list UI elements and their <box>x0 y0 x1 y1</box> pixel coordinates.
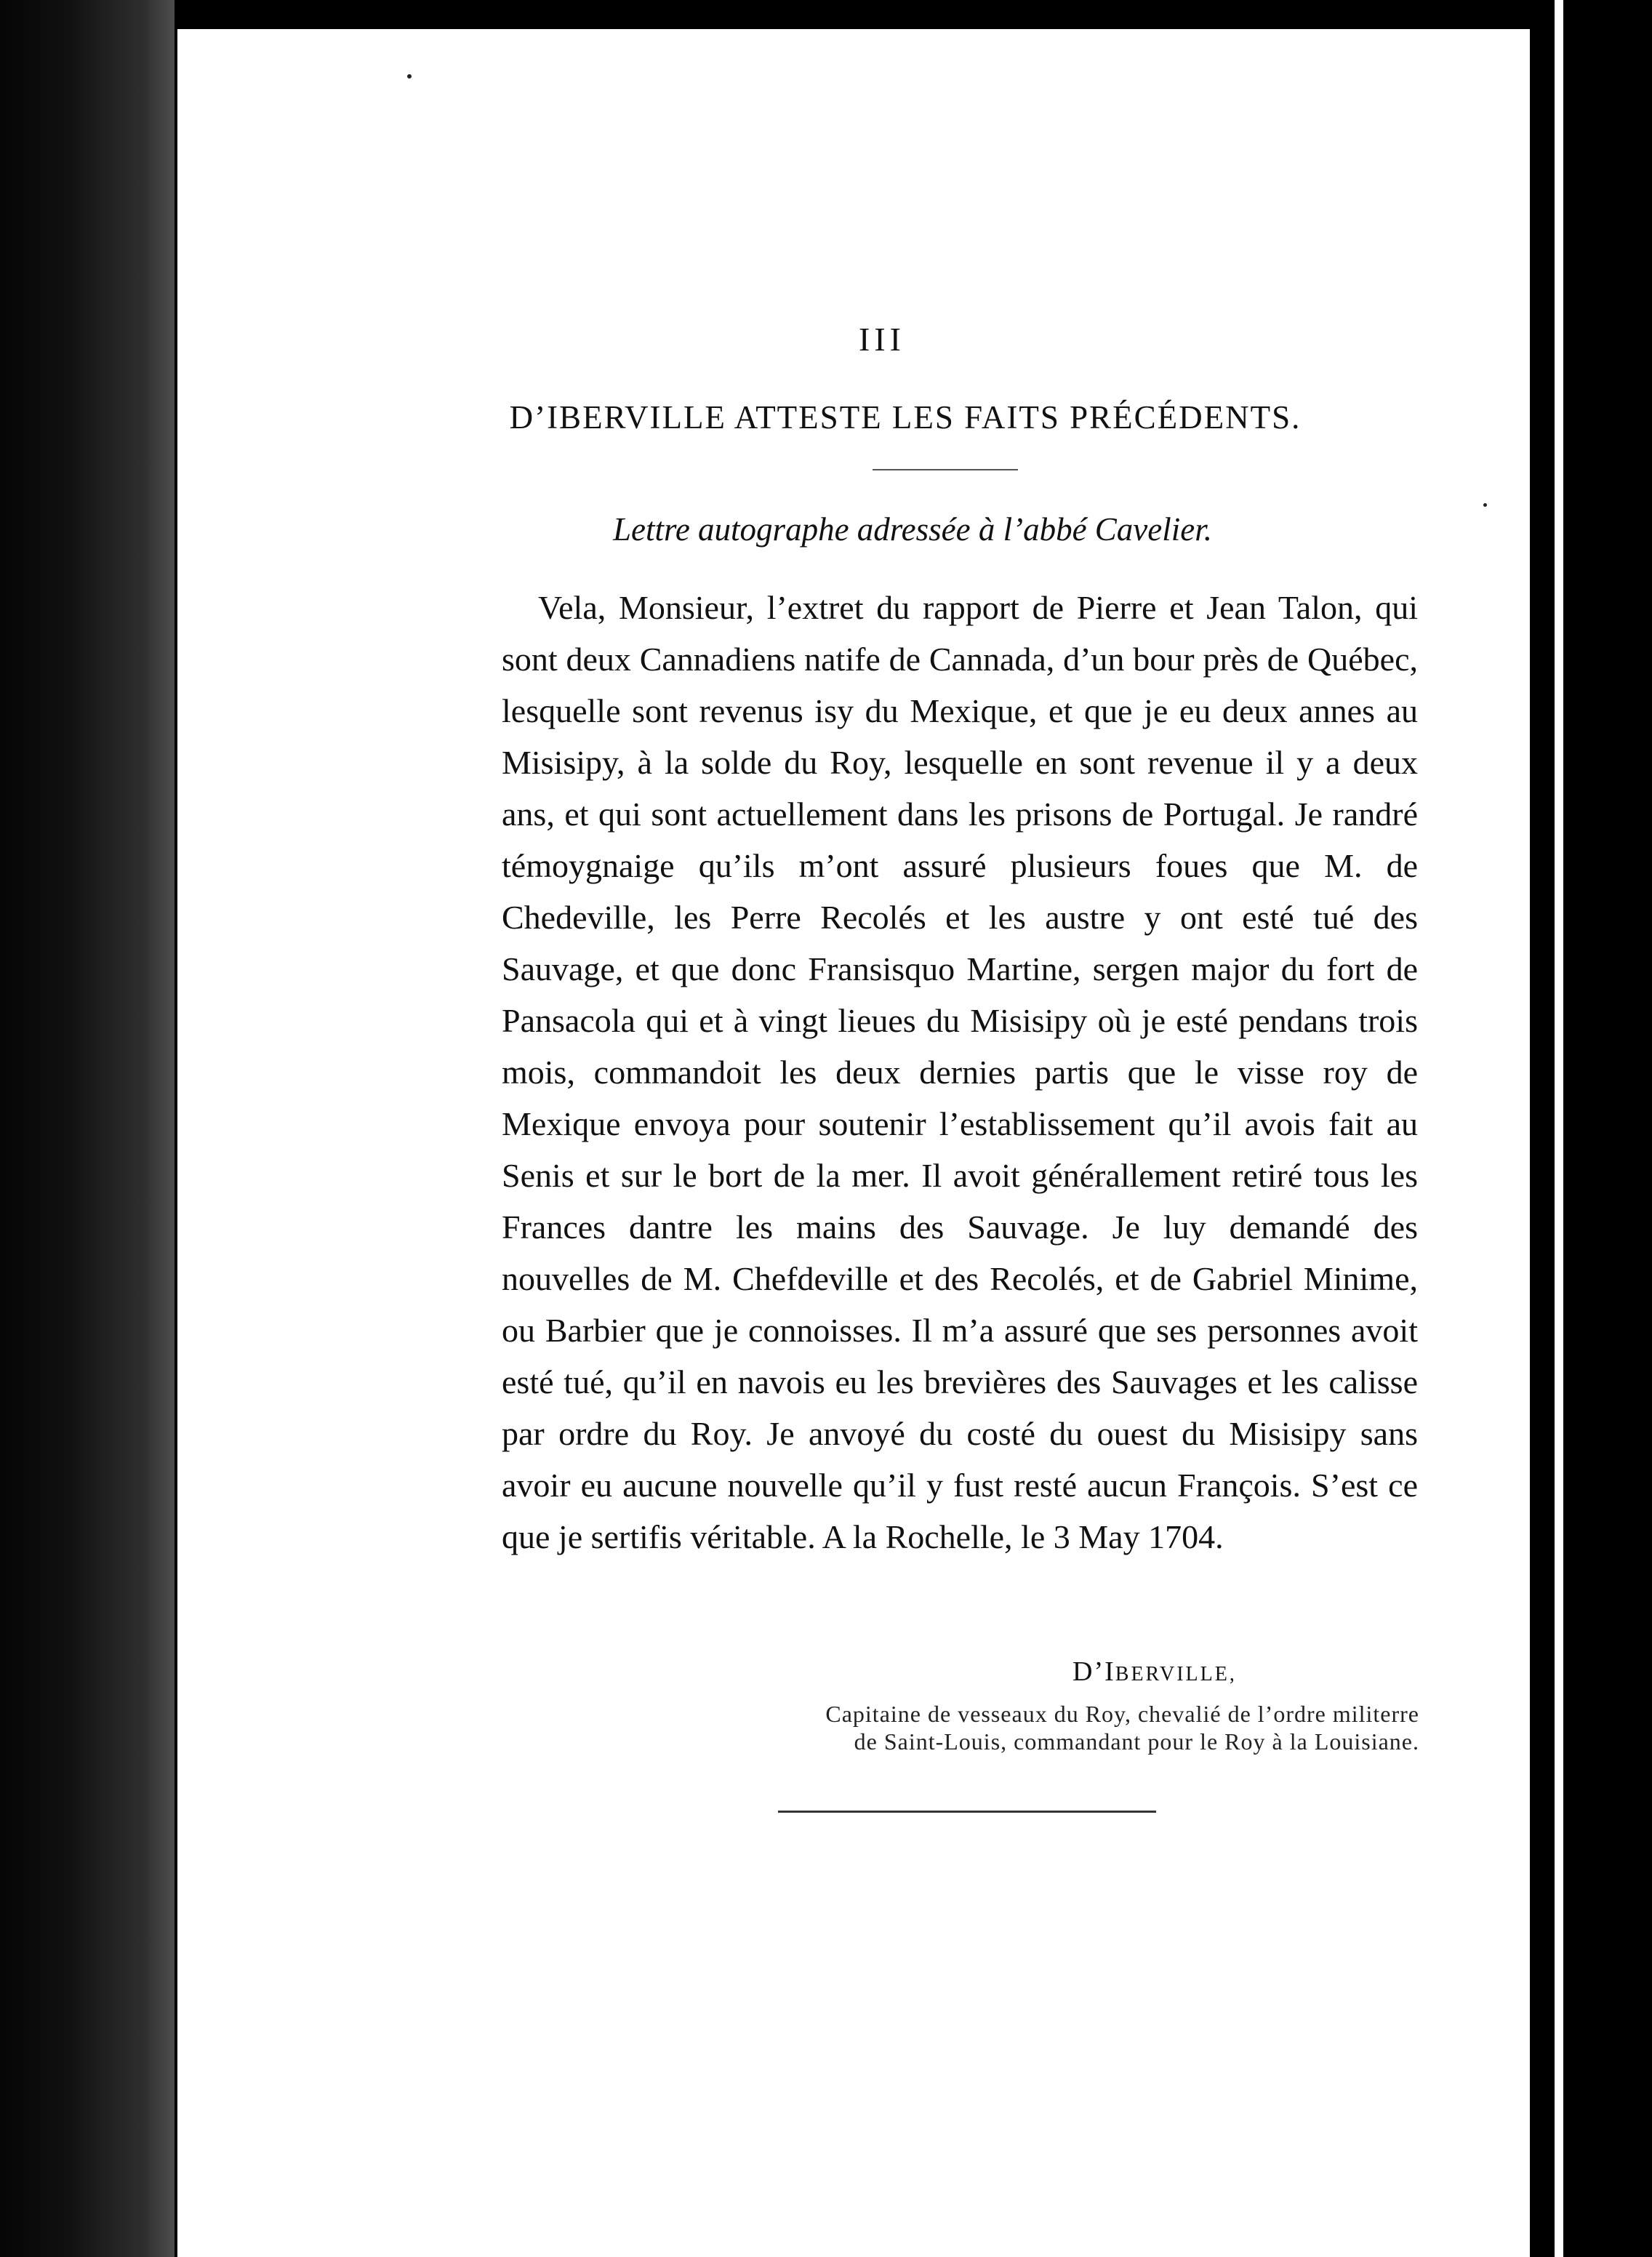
end-rule <box>778 1811 1156 1813</box>
adjacent-page-edge <box>1555 0 1563 2257</box>
scan-right-border <box>1530 0 1652 2257</box>
signatory-title <box>691 1700 1419 1755</box>
scan-speck <box>1483 503 1487 507</box>
letter-body: Vela, Monsieur, l’extret du rapport de Pierre et Jean Talon, qui sont deux Cannadiens natife de Cannada, d’un bour près de Québec, lesquelle sont revenus isy du Mexique, et que je eu deux annes au Misisipy, à la solde du Roy, lesquelle en sont revenue il y a deux ans, et qui sont actuellement dans les prisons de Portugal. Je randré témoygnaige qu’ils m’ont assuré plusieurs foues que M. de Chedeville, les Perre Recolés et les austre y ont esté tué des Sauvage, et que donc Fransisquo Martine, sergen major du fort de Pansacola qui et à vingt lieues du Misisipy où je esté pendans trois mois, commandoit les deux dernies partis que le visse roy de Mexique envoya pour soutenir l’establissement qu’il avois fait au Senis et sur le bort de la mer. Il avoit générallement retiré tous les Frances dantre les mains des Sauvage. Je luy demandé des nouvelles de M. Chefdeville et des Recolés, et de Gabriel Minime, ou Barbier que je connoisses. Il m’a assuré que ses personnes avoit esté tué, qu’il en navois eu les brevières des Sauvages et les calisse par ordre du Roy. Je anvoyé du costé du ouest du Misisipy sans avoir eu aucune nouvelle qu’il y fust resté aucun François. S’est ce que je sertifis véritable. A la Rochelle, le 3 May 1704. <box>502 589 1418 1555</box>
book-gutter <box>0 0 175 2257</box>
signature-rest: BERVILLE, <box>1115 1663 1237 1685</box>
page-title: D’IBERVILLE ATTESTE LES FAITS PRÉCÉDENTS. <box>509 399 1302 436</box>
signature-initial: D’I <box>1072 1656 1115 1687</box>
document-content <box>320 0 1418 2257</box>
section-number: III <box>859 321 905 358</box>
letter-subtitle: Lettre autographe adressée à l’abbé Cavelier. <box>612 511 1213 548</box>
signatory-title-line1: Capitaine de vesseaux du Roy, chevalié de l’ordre militerre <box>825 1701 1419 1727</box>
title-rule <box>873 469 1018 470</box>
signature <box>1072 1656 1237 1688</box>
signatory-title-line2: de Saint-Louis, commandant pour le Roy à la Louisiane. <box>854 1728 1419 1755</box>
